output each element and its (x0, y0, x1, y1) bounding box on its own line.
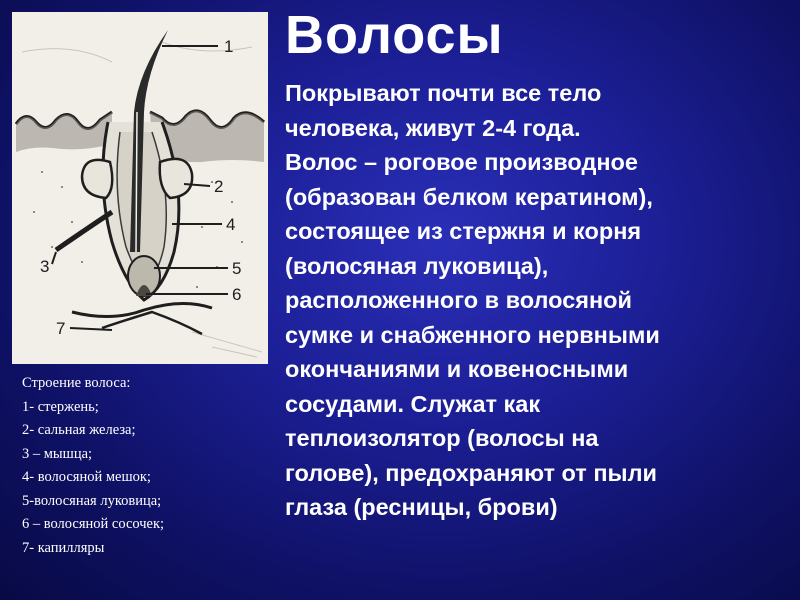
diagram-label-4: 4 (226, 215, 236, 234)
body-line: Покрывают почти все тело (285, 80, 602, 106)
legend-heading: Строение волоса: (22, 375, 131, 391)
sebaceous-gland-left (82, 160, 112, 198)
diagram-label-3: 3 (40, 257, 50, 276)
legend-item: 5-волосяная луковица; (22, 492, 162, 509)
epidermis-layer (16, 112, 112, 152)
body-line: теплоизолятор (волосы на (285, 425, 599, 451)
diagram-legend (22, 372, 164, 560)
body-line: состоящее из стержня и корня (285, 218, 642, 244)
legend-item: 1- стержень; (22, 398, 99, 415)
body-text (285, 76, 790, 525)
diagram-label-5: 5 (232, 259, 242, 278)
legend-item: 3 – мышца; (22, 445, 93, 462)
body-line: (образован белком кератином), (285, 183, 653, 210)
hair-diagram-svg (12, 12, 268, 364)
body-line: глаза (ресницы, брови) (285, 494, 558, 520)
legend-item: 7- капилляры (22, 539, 105, 556)
body-line: окончаниями и ковеносными (285, 356, 629, 382)
hair-shaft-core (136, 112, 137, 252)
body-line: Волос – роговое производное (285, 149, 638, 175)
diagram-label-2: 2 (214, 177, 224, 196)
legend-item: 4- волосяной мешок; (22, 469, 151, 485)
body-line: (волосяная луковица), (285, 252, 549, 279)
hair-structure-diagram (12, 12, 268, 364)
legend-item: 2- сальная железа; (22, 422, 136, 438)
legend-item: 6 – волосяной сосочек; (22, 516, 165, 532)
diagram-label-1: 1 (224, 37, 234, 56)
body-line: сумке и снабженного нервными (285, 321, 660, 348)
body-line: голове), предохраняют от пыли (285, 459, 657, 486)
body-line: человека, живут 2-4 года. (285, 114, 581, 141)
diagram-label-7: 7 (56, 319, 66, 338)
body-line: сосудами. Служат как (285, 390, 541, 417)
slide-title: Волосы (285, 5, 504, 65)
hair-muscle (56, 212, 112, 250)
body-line: расположенного в волосяной (285, 287, 632, 313)
sebaceous-gland-right (160, 159, 192, 198)
diagram-label-6: 6 (232, 285, 242, 304)
